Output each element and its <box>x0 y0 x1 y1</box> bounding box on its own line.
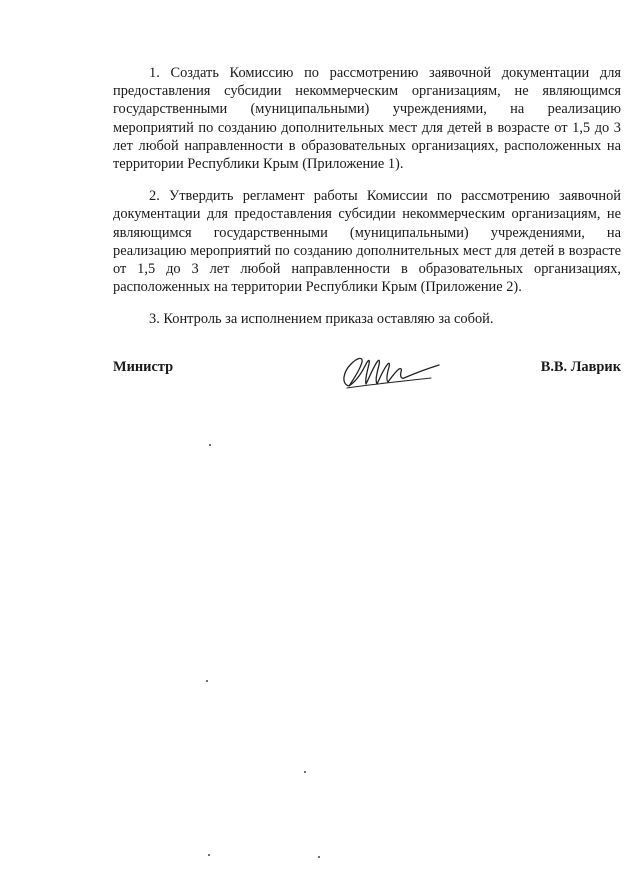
paragraph-2: 2. Утвердить регламент работы Комиссии по рассмотрению заявочной документации для предоставления субсидии некоммерческим организациям, не являющимся государственными (муниципальными) учреждениями, на реализацию мероприятий по созданию дополнительных мест для детей в возрасте от 1,5 до 3 лет любой направленности в образовательных организациях, расположенных на территории Республики Крым (Приложение 2). <box>113 188 621 296</box>
signatory-title: Министр <box>113 359 174 375</box>
handwritten-signature <box>335 348 455 392</box>
scan-speck <box>206 680 208 682</box>
scan-speck <box>209 444 211 446</box>
order-body <box>113 64 621 343</box>
signature-block <box>113 348 621 392</box>
scan-speck <box>208 854 210 856</box>
paragraph-1: 1. Создать Комиссию по рассмотрению заявочной документации для предоставления субсидии некоммерческим организациям, не являющимся государственными (муниципальными) учреждениями, на реализацию мероприятий по созданию дополнительных мест для детей в возрасте от 1,5 до 3 лет любой направленности в образовательных организациях, расположенных на территории Республики Крым (Приложение 1). <box>113 65 621 173</box>
paragraph-3: 3. Контроль за исполнением приказа оставляю за собой. <box>149 311 494 328</box>
signatory-name: В.В. Лаврик <box>540 359 621 375</box>
scan-speck <box>318 856 320 858</box>
scan-speck <box>304 771 306 773</box>
